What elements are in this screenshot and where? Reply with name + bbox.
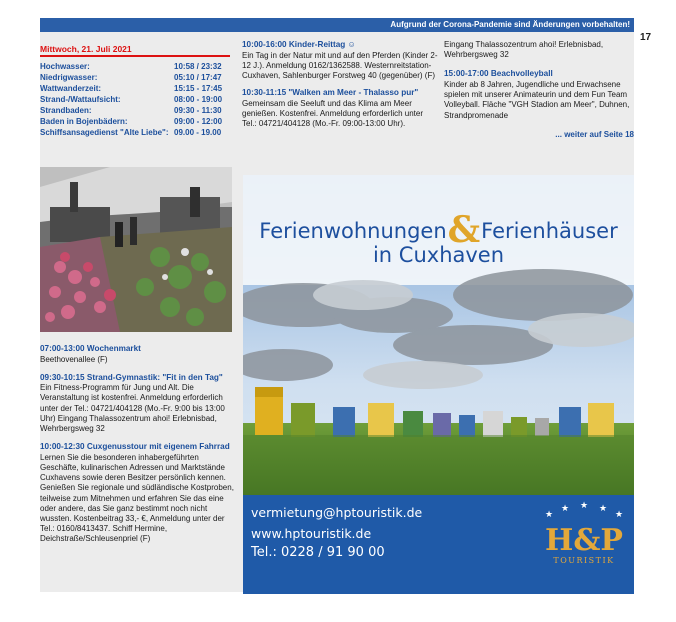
tide-row <box>40 127 234 138</box>
svg-text:★: ★ <box>615 510 624 520</box>
tide-time: 15:15 - 17:45 <box>174 84 223 93</box>
tide-time: 08:00 - 19:00 <box>174 95 223 104</box>
event-body: Eingang Thalassozentrum ahoi! Erlebnisbad, Wehrbergsweg 32 <box>444 40 604 60</box>
date-underline <box>40 55 230 57</box>
tide-label: Wattwanderzeit: <box>40 84 102 93</box>
svg-text:★: ★ <box>545 510 554 520</box>
tide-time: 09:00 - 12:00 <box>174 117 223 126</box>
logo-wordmark: H&P <box>545 523 623 558</box>
event-body: Kinder ab 8 Jahren, Jugendliche und Erwachsene spielen mit unserer Animateurin und dem Fun Team Volleyball. Fläche "VGH Stadion am Meer", Duhnen, Strandpromenade <box>444 79 630 120</box>
svg-text:★: ★ <box>599 504 608 514</box>
tide-row <box>40 61 234 72</box>
ad-title-b: Ferienhäuser <box>481 219 618 243</box>
tide-label: Strand-/Wattaufsicht: <box>40 95 121 104</box>
page-number: 17 <box>640 32 652 43</box>
col1-events <box>40 344 234 553</box>
event-body: Ein Tag in der Natur mit und auf den Pferden (Kinder 2-12 J.). Anmeldung 0162/1362588. Westernreitstation-Cuxhaven, Sahlenburger Forstweg 40 (gegenüber) (F) <box>242 50 438 80</box>
event-title: 15:00-17:00 Beachvolleyball <box>444 69 553 79</box>
tide-label: Strandbaden: <box>40 106 92 115</box>
event-body: Beethovenallee (F) <box>40 354 108 364</box>
ad-title-a: Ferienwohnungen <box>259 219 447 243</box>
tide-row <box>40 105 234 116</box>
col2-events <box>242 40 438 136</box>
tide-time: 05:10 / 17:47 <box>174 73 222 82</box>
logo-subtitle: TOURISTIK <box>553 556 615 565</box>
tide-label: Hochwasser: <box>40 62 90 71</box>
advertisement <box>243 175 634 594</box>
event-title: 10:00-16:00 Kinder-Reittag ☺ <box>242 40 356 49</box>
tide-table <box>40 61 234 138</box>
tide-row <box>40 83 234 94</box>
tide-box <box>40 40 234 138</box>
event-body: Lernen Sie die besonderen inhabergeführten Geschäfte, kulinarischen Adressen und Marktstände Cuxhavens sowie deren Besitzer persönlich kennen. Genießen Sie regionale und südländische Kostproben, teilweise zum Mitnehmen und erfahren Sie das eine oder andere, das Sie ganz bestimmt noch nicht wussten. Kostenbeitrag 33,- €, Anmeldung unter der Tel.: 0160/8413437. Schiff Hermine, Deichstraße/Schleusenpriel (F) <box>40 452 234 544</box>
hp-touristik-logo <box>539 501 629 581</box>
ad-subheadline: in Cuxhaven <box>372 243 505 267</box>
market-photo <box>40 167 232 332</box>
event-entry <box>40 344 234 365</box>
tide-label: Niedrigwasser: <box>40 73 98 82</box>
svg-text:★: ★ <box>561 504 570 514</box>
ad-email[interactable]: vermietung@hptouristik.de <box>251 505 423 520</box>
event-entry <box>242 88 438 129</box>
ad-phone: Tel.: 0228 / 91 90 00 <box>251 545 385 560</box>
tide-label: Baden in Bojenbädern: <box>40 117 128 126</box>
ad-headline <box>243 205 634 251</box>
ad-ampersand: & <box>447 209 481 251</box>
event-entry <box>444 40 634 60</box>
tide-row <box>40 116 234 127</box>
event-title: 07:00-13:00 Wochenmarkt <box>40 344 141 353</box>
tide-label: Schiffsansagedienst "Alte Liebe": <box>40 128 169 137</box>
tide-time: 09:30 - 11:30 <box>174 106 222 115</box>
event-title: 10:00-12:30 Cuxgenusstour mit eigenem Fahrrad <box>40 442 230 452</box>
event-entry <box>40 442 234 544</box>
continued-link: ... weiter auf Seite 18 <box>555 129 634 139</box>
event-entry <box>40 373 234 435</box>
event-entry <box>444 69 634 120</box>
tide-date: Mittwoch, 21. Juli 2021 <box>40 44 132 54</box>
tide-row <box>40 72 234 83</box>
tide-time: 09.00 - 19.00 <box>174 128 222 137</box>
ad-website[interactable]: www.hptouristik.de <box>251 526 372 541</box>
event-title: 10:30-11:15 "Walken am Meer - Thalasso pur" <box>242 88 419 98</box>
tide-row <box>40 94 234 105</box>
corona-banner: Aufgrund der Corona-Pandemie sind Änderungen vorbehalten! <box>40 18 634 32</box>
event-body: Gemeinsam die Seeluft und das Klima am Meer genießen. Kostenfrei. Anmeldung erforderlich unter Tel.: 04721/404128 (Mo.-Fr. 09:00-13:00 Uhr). <box>242 98 423 129</box>
tide-time: 10:58 / 23:32 <box>174 62 222 71</box>
star-arc-icon <box>539 501 629 521</box>
svg-text:★: ★ <box>580 501 589 511</box>
event-body: Ein Fitness-Programm für Jung und Alt. Die Veranstaltung ist kostenfrei. Anmeldung erforderlich unter der Tel.: 04721/404128 (Mo.-Fr. 9:00 bis 13:00 Uhr) Eingang Thalassozentrum ahoi! Erlebnisbad, Wehrbergsweg 32 <box>40 383 225 434</box>
event-entry <box>242 40 438 81</box>
col3-events <box>444 40 634 139</box>
event-title: 09:30-10:15 Strand-Gymnastik: "Fit in den Tag" <box>40 372 223 382</box>
